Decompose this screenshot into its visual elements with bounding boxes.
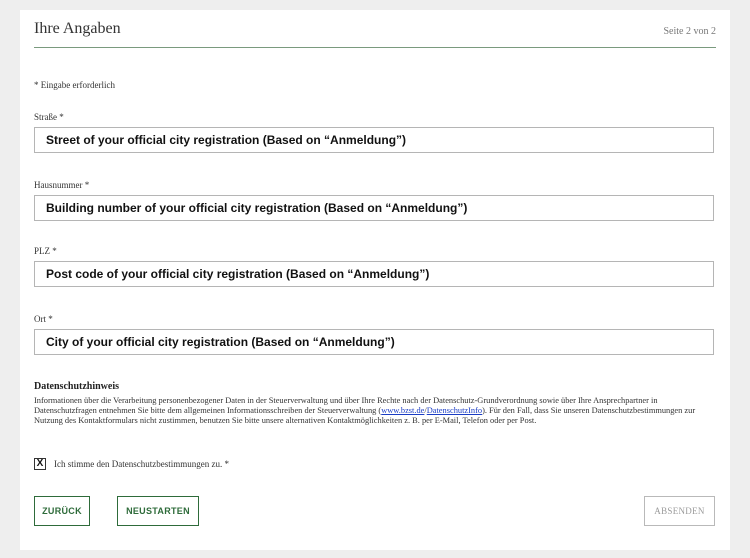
city-label: Ort * xyxy=(34,314,53,324)
form-card xyxy=(20,10,730,550)
city-input[interactable] xyxy=(34,329,714,355)
bzst-link[interactable]: www.bzst.de xyxy=(381,406,425,415)
consent-checkbox[interactable]: X xyxy=(34,458,46,470)
submit-button[interactable]: ABSENDEN xyxy=(644,496,715,526)
postcode-label: PLZ * xyxy=(34,246,57,256)
form-header xyxy=(34,10,716,48)
city-field-group xyxy=(34,314,714,355)
privacy-title: Datenschutzhinweis xyxy=(34,381,120,392)
page-title: Ihre Angaben xyxy=(34,20,121,37)
page-indicator: Seite 2 von 2 xyxy=(663,26,716,37)
consent-row xyxy=(34,458,229,470)
postcode-input[interactable] xyxy=(34,261,714,287)
house-number-input[interactable] xyxy=(34,195,714,221)
street-field-group xyxy=(34,112,714,153)
link-separator: / xyxy=(424,406,427,415)
privacy-text-intro: Informationen über die Verarbeitung personenbezogener Daten in der Steuerverwaltung und über Ihre Rechte nach der Datenschutz-Grundverordnung sowie über Ihre Ansprechpartner in Datenschutzfragen entnehmen Sie bitte dem allgemeinen Informationsschreiben der Steuerverwaltung ( xyxy=(34,396,658,415)
consent-label: Ich stimme den Datenschutzbestimmungen zu. * xyxy=(54,459,229,469)
house-number-label: Hausnummer * xyxy=(34,180,90,190)
datenschutzinfo-link[interactable]: DatenschutzInfo xyxy=(426,406,483,415)
restart-button[interactable]: NEUSTARTEN xyxy=(117,496,199,526)
privacy-text xyxy=(34,396,720,426)
required-note: * Eingabe erforderlich xyxy=(34,80,115,90)
privacy-text-outro: ). Für den Fall, dass Sie unseren Datenschutzbestimmungen zur Nutzung des Kontaktformulars nicht zustimmen, benutzen Sie bitte unsere alternativen Kontaktmöglichkeiten z. B. per E-Mail, Telefon oder per Post. xyxy=(34,406,696,425)
back-button[interactable]: ZURÜCK xyxy=(34,496,90,526)
house-number-field-group xyxy=(34,180,714,221)
privacy-notice xyxy=(34,381,720,426)
street-label: Straße * xyxy=(34,112,64,122)
street-input[interactable] xyxy=(34,127,714,153)
postcode-field-group xyxy=(34,246,714,287)
